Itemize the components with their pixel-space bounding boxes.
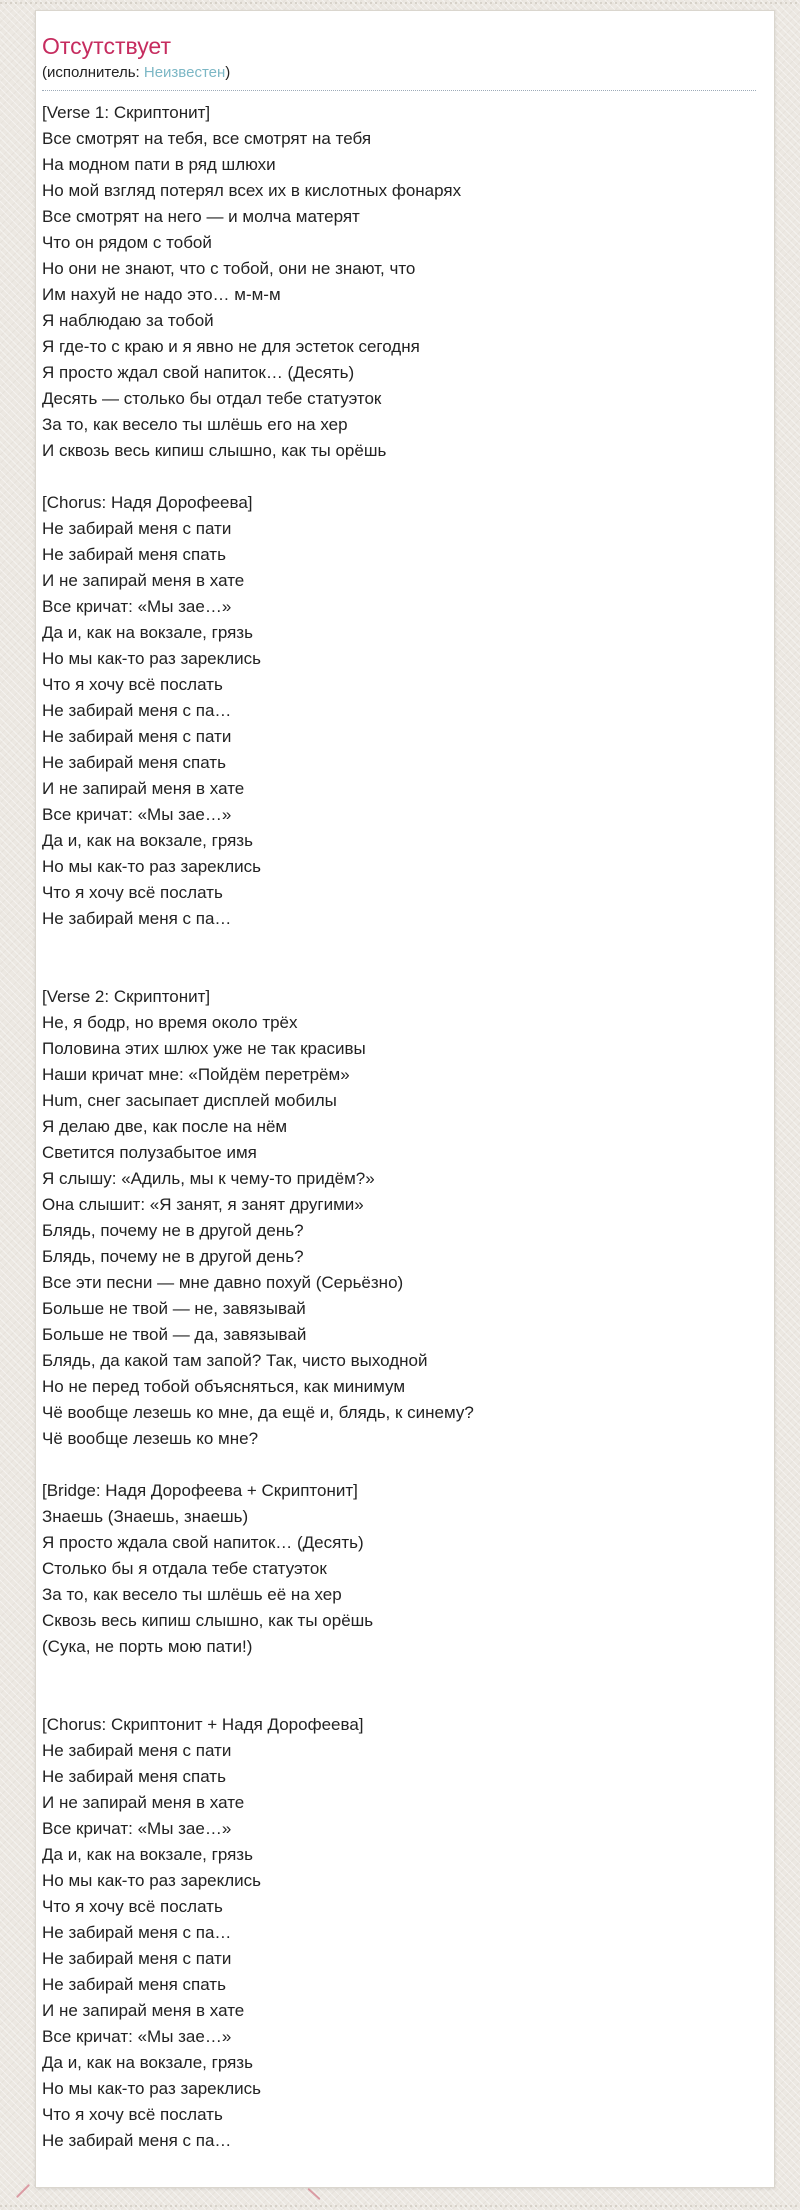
lyric-line: Наши кричат мне: «Пойдём перетрём» [42,1065,350,1084]
lyric-line: Да и, как на вокзале, грязь [42,2053,253,2072]
lyric-line: Все кричат: «Мы зае…» [42,597,232,616]
lyric-line: Блядь, почему не в другой день? [42,1221,304,1240]
lyric-line: Десять — столько бы отдал тебе статуэток [42,389,382,408]
lyric-line: Я делаю две, как после на нём [42,1117,288,1136]
blank-line [42,1452,756,1478]
lyric-line: И сквозь весь кипиш слышно, как ты орёшь [42,441,387,460]
blank-line [42,1660,756,1686]
lyric-line: Я наблюдаю за тобой [42,311,214,330]
lyric-line: Все смотрят на тебя, все смотрят на тебя [42,129,372,148]
paper-texture-dots-top [0,2,800,4]
lyric-line: Я где-то с краю и я явно не для эстеток сегодня [42,337,420,356]
lyric-line: Все кричат: «Мы зае…» [42,1819,232,1838]
lyric-line: Что я хочу всё послать [42,883,223,902]
lyric-line: Не забирай меня с па… [42,1923,232,1942]
lyric-line: И не запирай меня в хате [42,2001,245,2020]
lyric-line: Но мы как-то раз зареклись [42,649,262,668]
lyric-line: Не забирай меня с пати [42,1949,232,1968]
lyric-line: И не запирай меня в хате [42,779,245,798]
blank-line [42,1686,756,1712]
lyric-line: Все кричат: «Мы зае…» [42,805,232,824]
section-header: [Verse 2: Скриптонит] [42,987,211,1006]
blank-line [42,958,756,984]
lyric-line: Блядь, да какой там запой? Так, чисто выходной [42,1351,428,1370]
lyrics-card [35,10,775,2188]
lyric-line: Не забирай меня с па… [42,909,232,928]
lyric-line: И не запирай меня в хате [42,571,245,590]
section-header: [Chorus: Скриптонит + Надя Дорофеева] [42,1715,364,1734]
blank-line [42,464,756,490]
paper-texture-dots-bottom [0,2205,800,2207]
lyric-line: Не забирай меня спать [42,1975,226,1994]
lyric-line: Светится полузабытое имя [42,1143,257,1162]
lyric-line: Я слышу: «Адиль, мы к чему-то придём?» [42,1169,375,1188]
lyric-line: Все смотрят на него — и молча матерят [42,207,360,226]
artist-link[interactable]: Неизвестен [143,64,226,81]
lyric-line: Им нахуй не надо это… м-м-м [42,285,281,304]
paper-texture-red-thread [16,2184,30,2198]
lyric-line: Сквозь весь кипиш слышно, как ты орёшь [42,1611,374,1630]
lyric-line: Я просто ждала свой напиток… (Десять) [42,1533,364,1552]
lyric-line: Все кричат: «Мы зае…» [42,2027,232,2046]
lyric-line: За то, как весело ты шлёшь её на хер [42,1585,342,1604]
lyric-line: Все эти песни — мне давно похуй (Серьёзно) [42,1273,404,1292]
lyric-line: Она слышит: «Я занят, я занят другими» [42,1195,364,1214]
lyric-line: Что он рядом с тобой [42,233,212,252]
lyric-line: Но мы как-то раз зареклись [42,857,262,876]
lyric-line: Не, я бодр, но время около трёх [42,1013,298,1032]
lyric-line: Половина этих шлюх уже не так красивы [42,1039,366,1058]
lyric-line: (Сука, не порть мою пати!) [42,1637,253,1656]
lyric-line: Но мой взгляд потерял всех их в кислотных фонарях [42,181,462,200]
lyric-line: Больше не твой — не, завязывай [42,1299,306,1318]
lyric-line: Не забирай меня с пати [42,1741,232,1760]
artist-line [42,63,756,91]
lyric-line: Не забирай меня с пати [42,727,232,746]
lyric-line: Что я хочу всё послать [42,1897,223,1916]
lyric-line: Не забирай меня спать [42,545,226,564]
lyric-line: Больше не твой — да, завязывай [42,1325,307,1344]
lyric-line: Но мы как-то раз зареклись [42,1871,262,1890]
lyric-line: Столько бы я отдала тебе статуэток [42,1559,327,1578]
lyric-line: Чё вообще лезешь ко мне, да ещё и, блядь, к синему? [42,1403,474,1422]
lyric-line: Но они не знают, что с тобой, они не знают, что [42,259,416,278]
section-header: [Bridge: Надя Дорофеева + Скриптонит] [42,1481,358,1500]
lyrics-text [42,100,756,2154]
paper-texture-red-thread [307,2188,320,2200]
lyric-line: Hum, снег засыпает дисплей мобилы [42,1091,337,1110]
artist-label-prefix: (исполнитель: [42,64,144,81]
lyric-line: Не забирай меня с па… [42,701,232,720]
lyric-line: Но мы как-то раз зареклись [42,2079,262,2098]
lyric-line: Не забирай меня с пати [42,519,232,538]
blank-line [42,932,756,958]
lyric-line: И не запирай меня в хате [42,1793,245,1812]
lyric-line: Не забирай меня спать [42,1767,226,1786]
lyric-line: Да и, как на вокзале, грязь [42,623,253,642]
artist-label-suffix: ) [225,64,231,81]
lyric-line: Что я хочу всё послать [42,675,223,694]
lyric-line: На модном пати в ряд шлюхи [42,155,276,174]
lyric-line: За то, как весело ты шлёшь его на хер [42,415,348,434]
lyric-line: Да и, как на вокзале, грязь [42,1845,253,1864]
lyric-line: Я просто ждал свой напиток… (Десять) [42,363,355,382]
lyric-line: Знаешь (Знаешь, знаешь) [42,1507,249,1526]
section-header: [Chorus: Надя Дорофеева] [42,493,253,512]
lyric-line: Но не перед тобой объясняться, как минимум [42,1377,406,1396]
lyric-line: Не забирай меня с па… [42,2131,232,2150]
lyric-line: Не забирай меня спать [42,753,226,772]
song-title: Отсутствует [42,33,171,59]
lyric-line: Да и, как на вокзале, грязь [42,831,253,850]
lyric-line: Чё вообще лезешь ко мне? [42,1429,259,1448]
lyric-line: Что я хочу всё послать [42,2105,223,2124]
lyric-line: Блядь, почему не в другой день? [42,1247,304,1266]
section-header: [Verse 1: Скриптонит] [42,103,211,122]
